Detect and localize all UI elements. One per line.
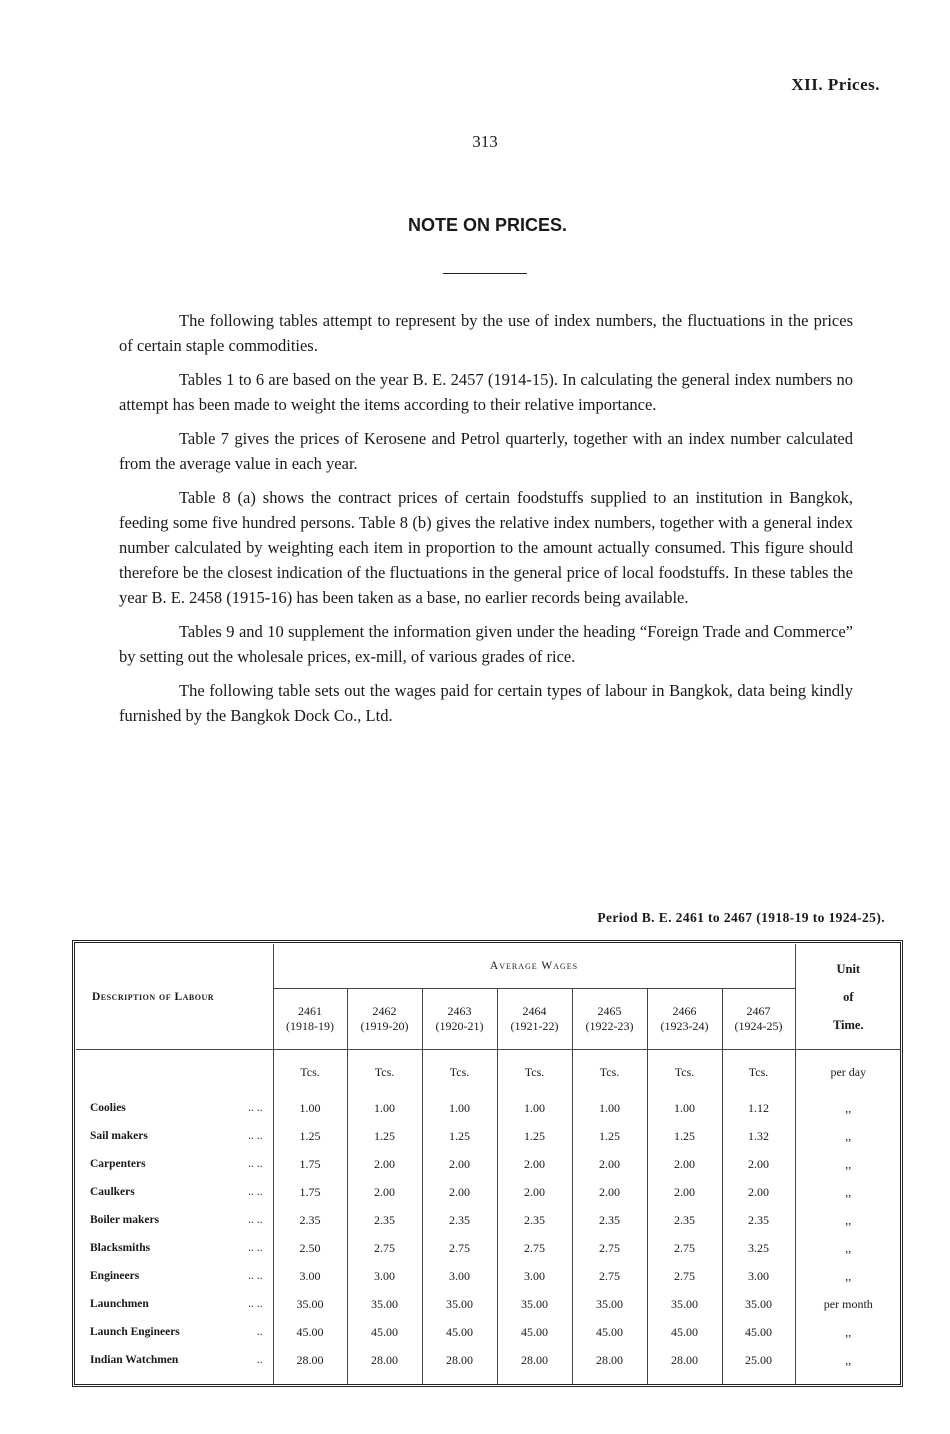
wage-cell: 28.00	[572, 1346, 647, 1384]
year-header	[273, 989, 347, 1050]
currency-cell: Tcs.	[722, 1050, 795, 1095]
table-row	[76, 1346, 901, 1384]
wage-cell: 3.25	[722, 1234, 795, 1262]
labour-description: Coolies	[90, 1102, 126, 1114]
wage-cell: 2.00	[347, 1150, 422, 1178]
table-row	[76, 1122, 901, 1150]
title-rule	[443, 273, 527, 274]
row-label-cell	[76, 1346, 273, 1384]
wage-cell: 2.35	[497, 1206, 572, 1234]
wage-cell: 2.75	[572, 1262, 647, 1290]
leader-dots: .. ..	[248, 1298, 263, 1310]
leader-dots: .. ..	[248, 1186, 263, 1198]
empty-label-cell	[76, 1050, 273, 1095]
wage-cell: 1.00	[497, 1094, 572, 1122]
year-be: 2462	[372, 1004, 397, 1018]
labour-description: Launchmen	[90, 1298, 149, 1310]
paragraph-3: Table 7 gives the prices of Kerosene and Petrol quarterly, together with an index number calculated from the average value in each year.	[119, 429, 853, 473]
wage-cell: 1.25	[422, 1122, 497, 1150]
table-row	[76, 1150, 901, 1178]
wage-cell: 35.00	[273, 1290, 347, 1318]
wage-cell: 3.00	[273, 1262, 347, 1290]
wage-cell: 3.00	[722, 1262, 795, 1290]
row-label-cell	[76, 1262, 273, 1290]
wage-cell: 1.00	[572, 1094, 647, 1122]
currency-cell: Tcs.	[572, 1050, 647, 1095]
wage-cell: 2.50	[273, 1234, 347, 1262]
wage-cell: 2.75	[497, 1234, 572, 1262]
wage-cell: 2.00	[572, 1178, 647, 1206]
wage-cell: 2.00	[722, 1150, 795, 1178]
wage-cell: 28.00	[273, 1346, 347, 1384]
wage-cell: 1.00	[647, 1094, 722, 1122]
table-row	[76, 1094, 901, 1122]
year-header	[647, 989, 722, 1050]
year-ce: (1919-20)	[360, 1019, 409, 1033]
wage-cell: 2.75	[647, 1262, 722, 1290]
wage-cell: 35.00	[497, 1290, 572, 1318]
wage-cell: 45.00	[572, 1318, 647, 1346]
table-row	[76, 1234, 901, 1262]
currency-cell: Tcs.	[422, 1050, 497, 1095]
year-be: 2465	[597, 1004, 622, 1018]
labour-description: Sail makers	[90, 1130, 148, 1142]
wage-cell: 1.25	[497, 1122, 572, 1150]
wage-cell: 2.00	[647, 1150, 722, 1178]
unit-cell: ,,	[845, 1352, 852, 1367]
year-ce: (1922-23)	[585, 1019, 634, 1033]
wage-cell: 45.00	[647, 1318, 722, 1346]
unit-header-line-1: Unit	[836, 961, 861, 976]
wage-cell: 2.00	[422, 1178, 497, 1206]
table-row	[76, 1290, 901, 1318]
leader-dots: .. ..	[248, 1102, 263, 1114]
wage-cell: 45.00	[722, 1318, 795, 1346]
wage-cell: 2.00	[497, 1150, 572, 1178]
labour-description: Blacksmiths	[90, 1242, 151, 1254]
unit-cell: ,,	[845, 1156, 852, 1171]
wage-cell: 1.75	[273, 1178, 347, 1206]
wage-cell: 1.32	[722, 1122, 795, 1150]
wage-cell: 2.75	[572, 1234, 647, 1262]
currency-cell: Tcs.	[647, 1050, 722, 1095]
unit-cell: ,,	[845, 1268, 852, 1283]
unit-cell: ,,	[845, 1100, 852, 1115]
leader-dots: .. ..	[248, 1158, 263, 1170]
wage-cell: 2.00	[422, 1150, 497, 1178]
wage-cell: 2.35	[647, 1206, 722, 1234]
wage-cell: 2.00	[722, 1178, 795, 1206]
unit-cell: per day	[830, 1064, 867, 1079]
currency-unit-row	[76, 1050, 901, 1095]
year-ce: (1920-21)	[435, 1019, 484, 1033]
wage-cell: 28.00	[347, 1346, 422, 1384]
wage-cell: 1.00	[273, 1094, 347, 1122]
table-period-caption: Period B. E. 2461 to 2467 (1918-19 to 1924-25).	[597, 910, 885, 925]
wage-cell: 2.75	[347, 1234, 422, 1262]
row-label-cell	[76, 1290, 273, 1318]
running-head: XII. Prices.	[791, 75, 880, 94]
wage-cell: 1.00	[422, 1094, 497, 1122]
year-be: 2464	[522, 1004, 547, 1018]
wage-cell: 28.00	[647, 1346, 722, 1384]
currency-cell: Tcs.	[273, 1050, 347, 1095]
unit-cell: ,,	[845, 1184, 852, 1199]
currency-cell: Tcs.	[347, 1050, 422, 1095]
wage-cell: 1.12	[722, 1094, 795, 1122]
wage-cell: 1.25	[347, 1122, 422, 1150]
year-header	[572, 989, 647, 1050]
currency-cell: Tcs.	[497, 1050, 572, 1095]
year-ce: (1923-24)	[660, 1019, 709, 1033]
table-row	[76, 1318, 901, 1346]
unit-cell: ,,	[845, 1212, 852, 1227]
year-be: 2463	[447, 1004, 472, 1018]
year-header	[722, 989, 795, 1050]
year-ce: (1921-22)	[510, 1019, 559, 1033]
wages-table	[76, 944, 901, 1384]
labour-description: Carpenters	[90, 1158, 146, 1170]
row-label-cell	[76, 1094, 273, 1122]
row-label-cell	[76, 1178, 273, 1206]
wage-cell: 3.00	[347, 1262, 422, 1290]
year-be: 2466	[672, 1004, 697, 1018]
unit-cell: per month	[823, 1296, 873, 1311]
year-header	[497, 989, 572, 1050]
wage-cell: 35.00	[347, 1290, 422, 1318]
leader-dots: ..	[256, 1354, 263, 1366]
body-text	[119, 308, 853, 737]
wage-cell: 45.00	[497, 1318, 572, 1346]
paragraph-2: Tables 1 to 6 are based on the year B. E. 2457 (1914-15). In calculating the general index numbers no attempt has been made to weight the items according to their relative importance.	[119, 370, 853, 414]
wage-cell: 1.25	[572, 1122, 647, 1150]
wage-cell: 1.75	[273, 1150, 347, 1178]
leader-dots: .. ..	[248, 1214, 263, 1226]
wage-cell: 1.00	[347, 1094, 422, 1122]
leader-dots: .. ..	[248, 1270, 263, 1282]
wage-cell: 2.00	[347, 1178, 422, 1206]
wage-cell: 2.00	[497, 1178, 572, 1206]
labour-description: Caulkers	[90, 1186, 135, 1198]
leader-dots: .. ..	[248, 1242, 263, 1254]
wage-cell: 3.00	[422, 1262, 497, 1290]
row-label-cell	[76, 1318, 273, 1346]
wage-cell: 2.35	[273, 1206, 347, 1234]
year-be: 2467	[746, 1004, 771, 1018]
wage-cell: 2.75	[647, 1234, 722, 1262]
paragraph-5: Tables 9 and 10 supplement the information given under the heading “Foreign Trade and Commerce” by setting out the wholesale prices, ex-mill, of various grades of rice.	[119, 622, 853, 666]
table-row	[76, 1262, 901, 1290]
leader-dots: .. ..	[248, 1130, 263, 1142]
wage-cell: 45.00	[347, 1318, 422, 1346]
year-ce: (1924-25)	[734, 1019, 783, 1033]
row-label-cell	[76, 1150, 273, 1178]
paragraph-4: Table 8 (a) shows the contract prices of certain foodstuffs supplied to an institution in Bangkok, feeding some five hundred persons. Table 8 (b) gives the relative index numbers, together with a general index number calculated by weighting each item in proportion to the amount actually consumed. This figure should therefore be the closest indication of the fluctuations in the general price of local foodstuffs. In these tables the year B. E. 2458 (1915-16) has been taken as a base, no earlier records being available.	[119, 488, 853, 607]
year-header	[422, 989, 497, 1050]
wage-cell: 45.00	[422, 1318, 497, 1346]
unit-header-line-3: Time.	[832, 1017, 864, 1032]
wage-cell: 25.00	[722, 1346, 795, 1384]
row-label-cell	[76, 1206, 273, 1234]
leader-dots: ..	[256, 1326, 263, 1338]
wage-cell: 28.00	[497, 1346, 572, 1384]
unit-cell: ,,	[845, 1128, 852, 1143]
year-header	[347, 989, 422, 1050]
labour-description: Indian Watchmen	[90, 1354, 179, 1366]
wage-cell: 1.25	[273, 1122, 347, 1150]
average-wages-header: Average Wages	[273, 944, 795, 989]
labour-description: Boiler makers	[90, 1214, 160, 1226]
unit-header-line-2: of	[843, 989, 854, 1004]
wage-cell: 3.00	[497, 1262, 572, 1290]
wage-cell: 2.00	[647, 1178, 722, 1206]
wage-cell: 35.00	[422, 1290, 497, 1318]
row-label-cell	[76, 1122, 273, 1150]
unit-of-time-header	[795, 944, 901, 1050]
wage-cell: 2.00	[572, 1150, 647, 1178]
wage-cell: 2.75	[422, 1234, 497, 1262]
description-of-labour-header: Description of Labour	[76, 944, 273, 1050]
unit-cell: ,,	[845, 1240, 852, 1255]
wage-cell: 35.00	[572, 1290, 647, 1318]
labour-description: Launch Engineers	[90, 1326, 180, 1338]
unit-cell: ,,	[845, 1324, 852, 1339]
wage-cell: 2.35	[347, 1206, 422, 1234]
paragraph-6: The following table sets out the wages paid for certain types of labour in Bangkok, data being kindly furnished by the Bangkok Dock Co., Ltd.	[119, 681, 853, 725]
wage-cell: 2.35	[422, 1206, 497, 1234]
year-be: 2461	[298, 1004, 322, 1018]
wage-cell: 35.00	[722, 1290, 795, 1318]
table-row	[76, 1178, 901, 1206]
wage-cell: 1.25	[647, 1122, 722, 1150]
wage-cell: 35.00	[647, 1290, 722, 1318]
row-label-cell	[76, 1234, 273, 1262]
paragraph-1: The following tables attempt to represent by the use of index numbers, the fluctuations in the prices of certain staple commodities.	[119, 311, 853, 355]
page-number: 313	[472, 132, 498, 151]
table-row	[76, 1206, 901, 1234]
labour-description: Engineers	[90, 1270, 140, 1282]
wage-cell: 2.35	[572, 1206, 647, 1234]
page-title: NOTE ON PRICES.	[407, 215, 568, 235]
wage-cell: 28.00	[422, 1346, 497, 1384]
wage-cell: 45.00	[273, 1318, 347, 1346]
year-ce: (1918-19)	[286, 1019, 334, 1033]
wage-cell: 2.35	[722, 1206, 795, 1234]
